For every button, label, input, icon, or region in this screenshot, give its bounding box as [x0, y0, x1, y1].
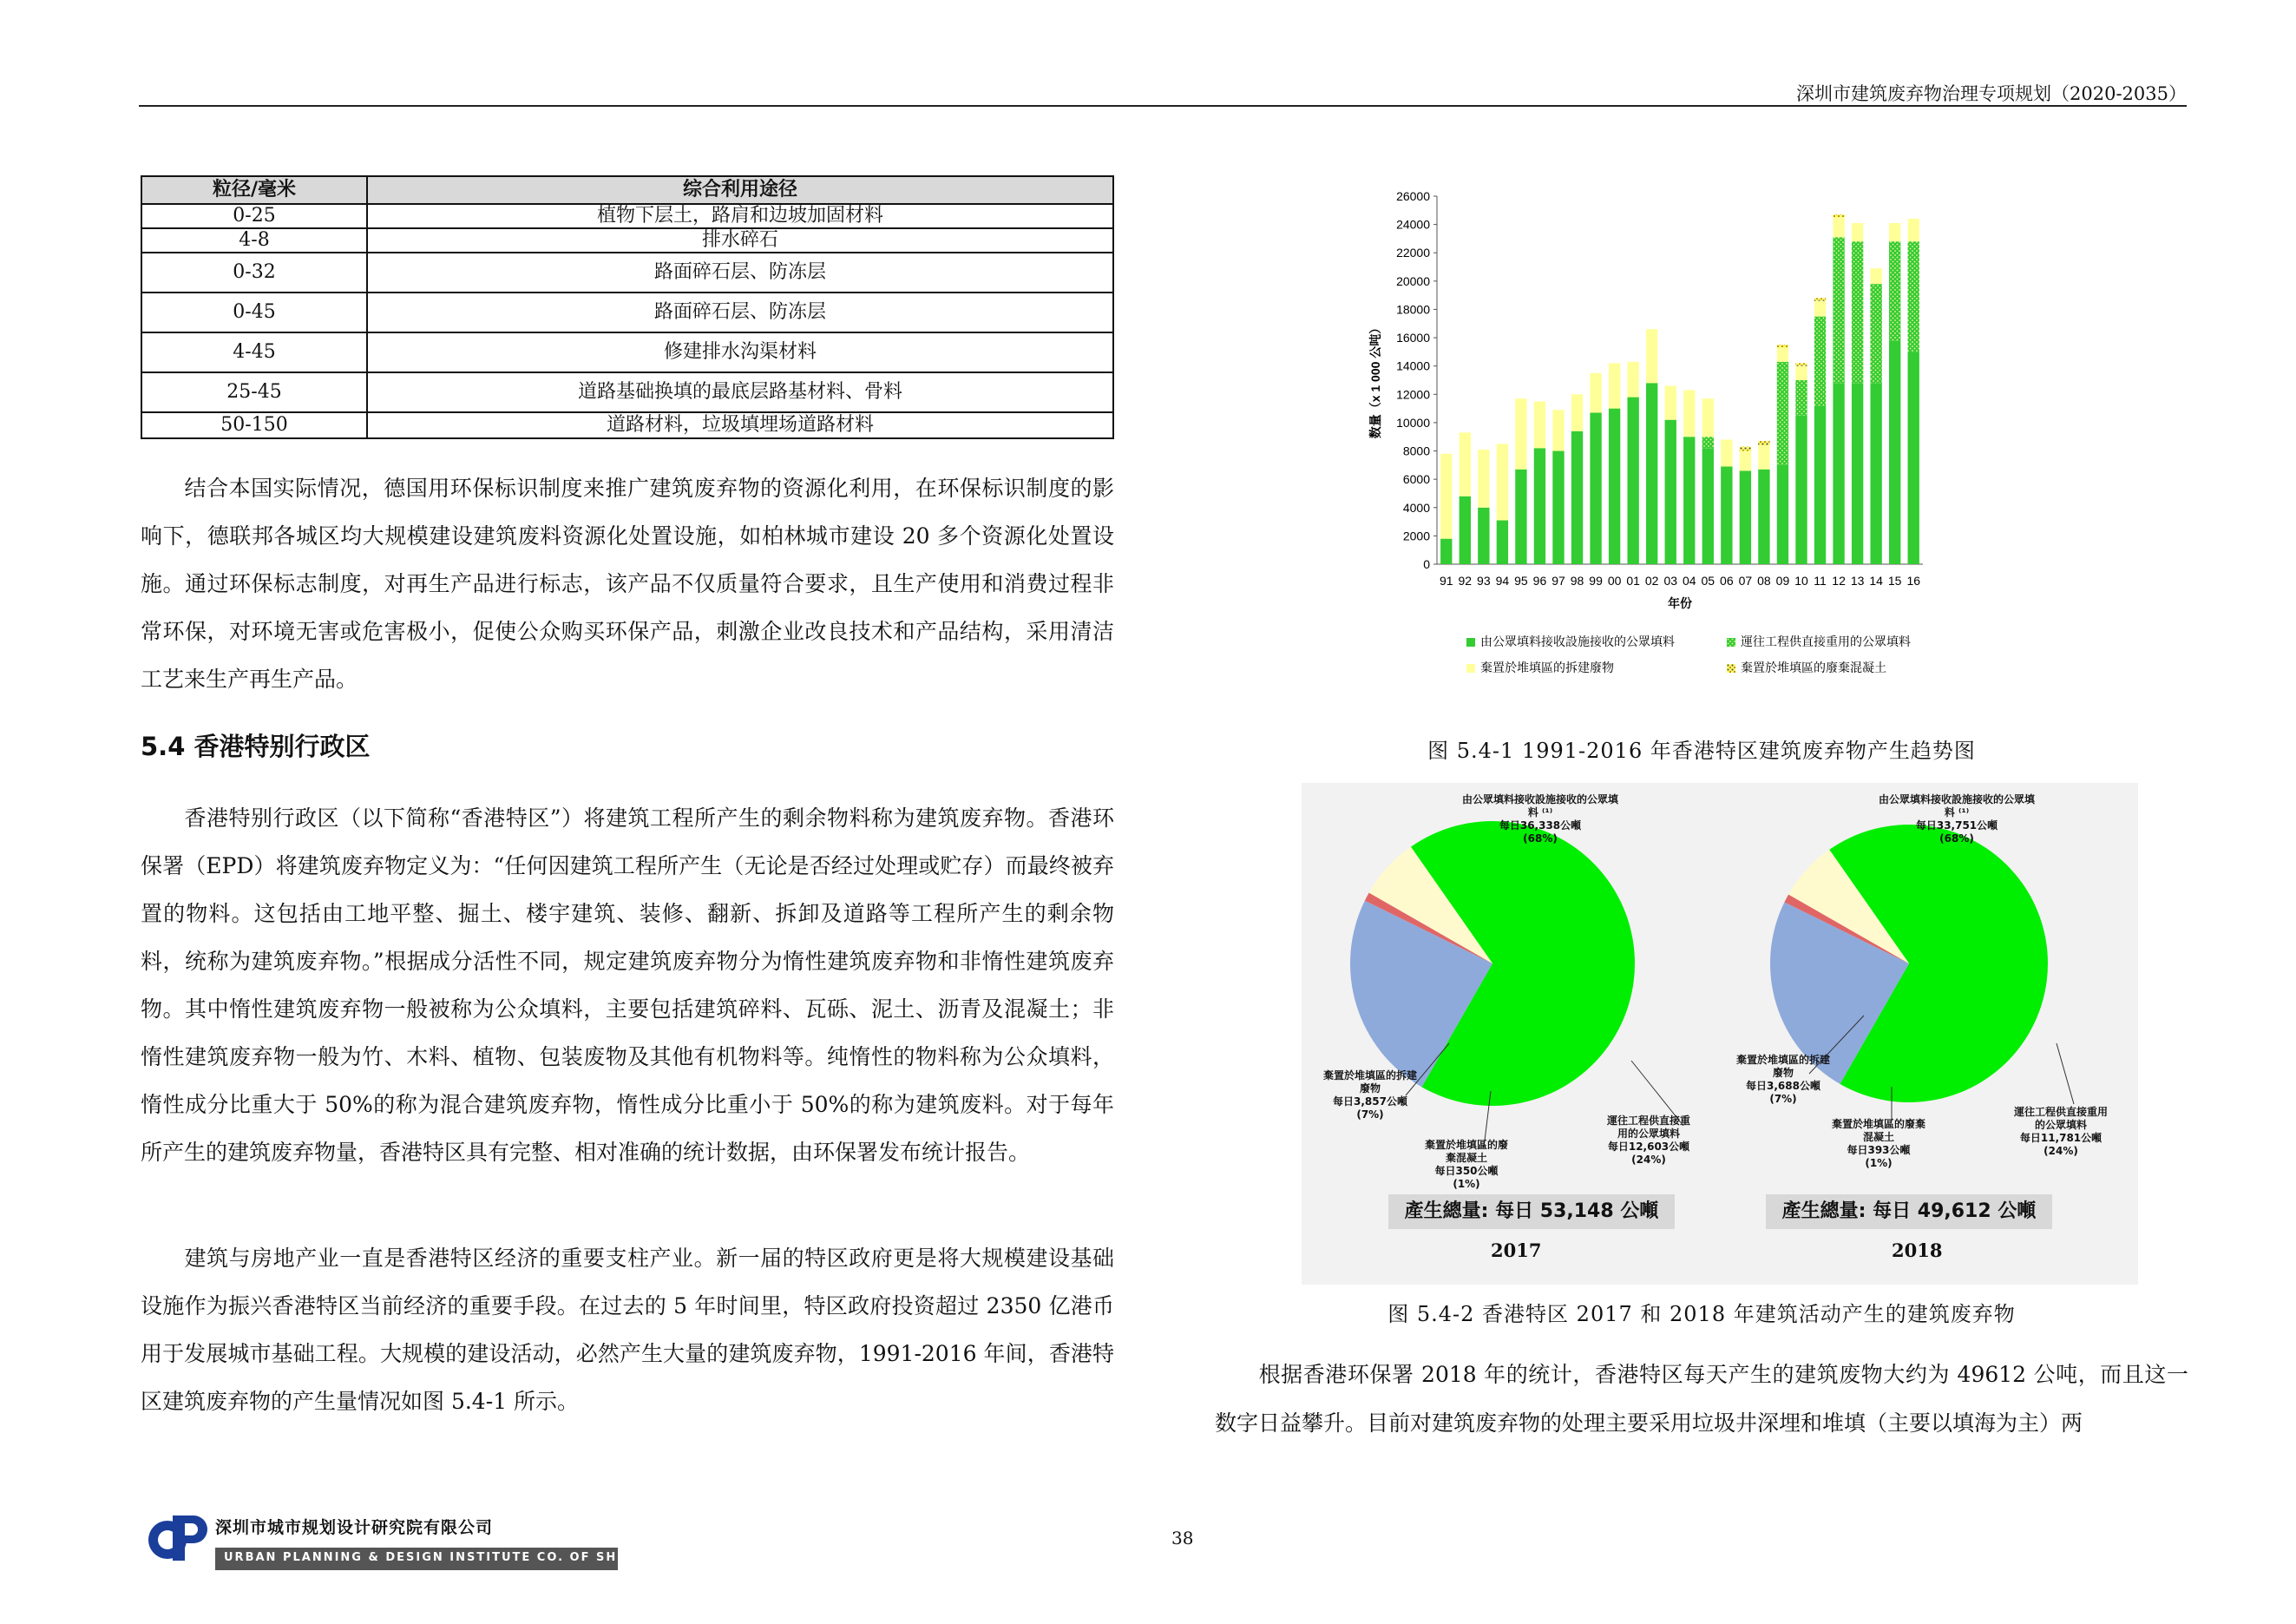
- bar-segment: [1552, 410, 1564, 450]
- x-tick-label: 92: [1458, 574, 1473, 588]
- x-tick-label: 96: [1532, 574, 1547, 588]
- bar-segment: [1646, 383, 1657, 564]
- table-cell: 路面碎石层、防冻层: [367, 253, 1113, 293]
- legend-entry: 運往工程供直接重用的公眾填料: [1741, 634, 1911, 648]
- bar-segment: [1889, 223, 1900, 241]
- bar-segment: [1683, 437, 1695, 564]
- bar-segment: [1665, 386, 1676, 420]
- table-cell: 50-150: [141, 412, 367, 438]
- y-tick-label: 18000: [1396, 302, 1430, 317]
- pie2017-total: 產生總量: 每日 53,148 公噸: [1388, 1194, 1675, 1229]
- slice-pct: (68%): [1939, 832, 1974, 845]
- slice-label: 棄置於堆填區的拆建廢物: [1735, 1054, 1830, 1079]
- page-number: 38: [1171, 1528, 1194, 1548]
- bar-segment: [1852, 383, 1863, 564]
- paragraph-text: 结合本国实际情况，德国用环保标识制度来推广建筑废弃物的资源化利用，在环保标识制度的影响下，德联邦各城区均大规模建设建筑废料资源化处置设施，如柏林城市建设 20 多个资源化处置设施。通过环保标志制度，对再生产品进行标志，该产品不仅质量符合要求，且生产使用和消费过程非常环保，对环境无害或危害极小，促使公众购买环保产品，刺激企业改良技术和产品结构，采用清洁工艺来生产再生产品。: [141, 476, 1114, 692]
- slice-pct: (1%): [1453, 1178, 1480, 1190]
- bar-segment: [1646, 329, 1657, 383]
- bar-segment: [1852, 241, 1863, 383]
- bar-segment: [1870, 383, 1881, 564]
- table-cell: 4-45: [141, 332, 367, 372]
- pie2017-label-reuse: [1605, 1114, 1692, 1167]
- bar-segment: [1814, 301, 1826, 317]
- header-title: 深圳市建筑废弃物治理专项规划（2020-2035）: [1796, 83, 2187, 104]
- slice-amount: 每日33,751公噸: [1915, 819, 1998, 832]
- slice-amount: 每日36,338公噸: [1499, 819, 1582, 832]
- table-cell: 路面碎石层、防冻层: [367, 293, 1113, 332]
- y-tick-label: 12000: [1396, 387, 1430, 402]
- x-tick-label: 10: [1794, 574, 1808, 588]
- table-cell: 0-45: [141, 293, 367, 332]
- bar-segment: [1497, 520, 1508, 564]
- figure-caption-2: 图 5.4-2 香港特区 2017 和 2018 年建筑活动产生的建筑废弃物: [1387, 1302, 2016, 1326]
- bar-segment: [1440, 454, 1452, 539]
- bar-segment: [1740, 447, 1751, 451]
- bar-segment: [1908, 241, 1919, 352]
- slice-amount: 每日11,781公噸: [2019, 1132, 2102, 1144]
- x-tick-label: 13: [1850, 574, 1865, 588]
- pie2018-year: 2018: [1892, 1239, 1943, 1261]
- bar-segment: [1908, 352, 1919, 564]
- slice-amount: 每日12,603公噸: [1607, 1141, 1690, 1153]
- bar-segment: [1777, 345, 1788, 347]
- bar-segment: [1852, 223, 1863, 241]
- x-tick-label: 95: [1514, 574, 1528, 588]
- bar-segment: [1833, 383, 1844, 564]
- paragraph-text: 建筑与房地产业一直是香港特区经济的重要支柱产业。新一届的特区政府更是将大规模建设基础设施作为振兴香港特区当前经济的重要手段。在过去的 5 年时间里，特区政府投资超过 2350 亿港币用于发展城市基础工程。大规模的建设活动，必然产生大量的建筑废弃物，1991-2016 年间，香港特区建筑废弃物的产生量情况如图 5.4-1 所示。: [141, 1246, 1114, 1414]
- pie2018-total: 產生總量: 每日 49,612 公噸: [1766, 1194, 2052, 1229]
- bar-segment: [1777, 362, 1788, 465]
- slice-amount: 每日350公噸: [1434, 1165, 1499, 1177]
- bar-segment: [1721, 466, 1732, 564]
- bar-segment: [1478, 508, 1489, 564]
- bar-segment: [1683, 390, 1695, 437]
- table-cell: 0-25: [141, 204, 367, 228]
- bar-segment: [1590, 373, 1601, 413]
- y-axis-label: 数量（x 1 000 公吨）: [1368, 321, 1382, 439]
- bar-segment: [1795, 380, 1807, 416]
- x-tick-label: 91: [1439, 574, 1453, 588]
- slice-label: 運往工程供直接重用的公眾填料: [2013, 1106, 2108, 1131]
- bar-segment: [1534, 448, 1545, 564]
- bar-segment: [1515, 470, 1526, 564]
- x-tick-label: 99: [1589, 574, 1603, 588]
- bar-segment: [1440, 539, 1452, 564]
- x-tick-label: 06: [1720, 574, 1734, 588]
- y-tick-label: 6000: [1402, 472, 1430, 487]
- bar-segment: [1908, 219, 1919, 241]
- bar-chart-trend: [1354, 182, 2013, 694]
- bar-segment: [1571, 394, 1583, 431]
- table-cell: 道路基础换填的最底层路基材料、骨料: [367, 372, 1113, 412]
- bar-segment: [1609, 363, 1620, 408]
- x-tick-label: 07: [1738, 574, 1753, 588]
- bar-segment: [1870, 284, 1881, 383]
- paragraph-hk-statistics: [1215, 1351, 2188, 1448]
- legend-swatch: [1727, 664, 1735, 673]
- x-tick-label: 14: [1869, 574, 1883, 588]
- slice-pct: (24%): [2043, 1145, 2078, 1157]
- y-tick-label: 14000: [1396, 358, 1430, 373]
- header-rule: [139, 105, 2187, 107]
- slice-pct: (7%): [1356, 1108, 1384, 1121]
- table-cell: 修建排水沟渠材料: [367, 332, 1113, 372]
- bar-segment: [1702, 437, 1714, 448]
- table-cell: 排水碎石: [367, 228, 1113, 253]
- y-tick-label: 22000: [1396, 246, 1430, 260]
- y-tick-label: 24000: [1396, 217, 1430, 232]
- legend-entry: 棄置於堆填區的拆建廢物: [1480, 661, 1614, 674]
- x-tick-label: 11: [1814, 574, 1827, 588]
- bar-segment: [1702, 398, 1714, 437]
- bar-segment: [1552, 451, 1564, 564]
- table-row: [141, 332, 1113, 372]
- x-tick-label: 04: [1682, 574, 1696, 588]
- x-tick-label: 08: [1757, 574, 1771, 588]
- paragraph-text: 根据香港环保署 2018 年的统计，香港特区每天产生的建筑废物大约为 49612 公吨，而且这一数字日益攀升。目前对建筑废弃物的处理主要采用垃圾井深埋和堆填（主要以填海为主）两: [1215, 1362, 2188, 1436]
- y-tick-label: 2000: [1402, 529, 1430, 543]
- y-tick-label: 20000: [1396, 273, 1430, 288]
- x-tick-label: 93: [1477, 574, 1491, 588]
- pie2018-label-reuse: [2013, 1106, 2109, 1158]
- bar-segment: [1627, 398, 1638, 564]
- pie2017-label-landfill: [1322, 1069, 1418, 1121]
- bar-segment: [1590, 413, 1601, 564]
- footer-org-name: 深圳市城市规划设计研究院有限公司: [215, 1518, 494, 1537]
- bar-segment: [1758, 470, 1769, 564]
- y-tick-label: 10000: [1396, 415, 1430, 430]
- bar-segment: [1777, 347, 1788, 361]
- y-tick-label: 16000: [1396, 331, 1430, 345]
- y-tick-label: 8000: [1402, 444, 1430, 458]
- slice-pct: (7%): [1769, 1093, 1797, 1105]
- table-row: [141, 253, 1113, 293]
- bar-segment: [1889, 241, 1900, 340]
- slice-pct: (1%): [1865, 1157, 1893, 1169]
- bar-segment: [1758, 445, 1769, 470]
- x-tick-label: 16: [1906, 574, 1921, 588]
- table-cell: 0-32: [141, 253, 367, 293]
- footer-org-english: URBAN PLANNING & DESIGN INSTITUTE CO. OF SHENZHEN: [224, 1551, 680, 1564]
- figure-caption-1: 图 5.4-1 1991-2016 年香港特区建筑废弃物产生趋势图: [1427, 739, 1976, 763]
- table-row: [141, 372, 1113, 412]
- slice-pct: (24%): [1631, 1154, 1666, 1166]
- bar-segment: [1665, 420, 1676, 564]
- x-tick-label: 01: [1626, 574, 1640, 588]
- pie2018-label-fill: [1874, 793, 2039, 845]
- table-cell: 4-8: [141, 228, 367, 253]
- x-tick-label: 05: [1701, 574, 1715, 588]
- bar-segment: [1740, 470, 1751, 564]
- paragraph-hk-definition: [141, 794, 1114, 1176]
- x-tick-label: 12: [1832, 574, 1846, 588]
- bar-segment: [1795, 416, 1807, 564]
- y-tick-label: 4000: [1402, 500, 1430, 515]
- bar-segment: [1833, 237, 1844, 383]
- slice-amount: 每日3,857公噸: [1333, 1095, 1407, 1108]
- x-tick-label: 03: [1663, 574, 1678, 588]
- section-title: 5.4 香港特别行政区: [141, 732, 371, 761]
- paragraph-hk-construction: [141, 1234, 1114, 1425]
- bar-segment: [1460, 496, 1471, 564]
- company-logo-icon: [143, 1509, 213, 1568]
- y-tick-label: 0: [1423, 557, 1430, 571]
- bar-segment: [1814, 405, 1826, 564]
- slice-label: 由公眾填料接收設施接收的公眾填料 ⁽¹⁾: [1878, 793, 2035, 819]
- paragraph-text: 香港特别行政区（以下简称“香港特区”）将建筑工程所产生的剩余物料称为建筑废弃物。香港环保署（EPD）将建筑废弃物定义为：“任何因建筑工程所产生（无论是否经过处理或贮存）而最终被弃置的物料。这包括由工地平整、掘土、楼宇建筑、装修、翻新、拆卸及道路等工程所产生的剩余物料，统称为建筑废弃物。”根据成分活性不同，规定建筑废弃物分为惰性建筑废弃物和非惰性建筑废弃物。其中惰性建筑废弃物一般被称为公众填料，主要包括建筑碎料、瓦砾、泥土、沥青及混凝土；非惰性建筑废弃物一般为竹、木料、植物、包装废物及其他有机物料等。纯惰性的物料称为公众填料，惰性成分比重大于 50%的称为混合建筑废弃物，惰性成分比重小于 50%的称为建筑废料。对于每年所产生的建筑废弃物量，香港特区具有完整、相对准确的统计数据，由环保署发布统计报告。: [141, 805, 1114, 1165]
- slice-label: 由公眾填料接收設施接收的公眾填料 ⁽¹⁾: [1461, 793, 1618, 819]
- x-tick-label: 94: [1495, 574, 1510, 588]
- bar-segment: [1534, 401, 1545, 448]
- bar-segment: [1814, 298, 1826, 300]
- x-tick-label: 00: [1607, 574, 1622, 588]
- bar-segment: [1833, 217, 1844, 237]
- bar-segment: [1833, 214, 1844, 217]
- bar-segment: [1702, 448, 1714, 564]
- x-tick-label: 98: [1570, 574, 1584, 588]
- bar-segment: [1889, 340, 1900, 564]
- bar-segment: [1627, 362, 1638, 398]
- table-row: [141, 293, 1113, 332]
- pie-chart-panel: [1302, 783, 2138, 1285]
- bar-segment: [1777, 465, 1788, 564]
- bar-segment: [1609, 409, 1620, 564]
- slice-amount: 每日393公噸: [1847, 1144, 1911, 1156]
- x-axis-label: 年份: [1668, 596, 1692, 610]
- pie2017-label-concrete: [1423, 1139, 1510, 1191]
- slice-amount: 每日3,688公噸: [1746, 1080, 1820, 1092]
- pie2017-label-fill: [1458, 793, 1623, 845]
- bar-segment: [1795, 366, 1807, 380]
- table-header-size: 粒径/毫米: [141, 176, 367, 204]
- legend-swatch: [1466, 664, 1475, 673]
- slice-label: 棄置於堆填區的廢棄混凝土: [1831, 1118, 1925, 1143]
- slice-label: 棄置於堆填區的拆建廢物: [1322, 1069, 1417, 1095]
- bar-segment: [1795, 363, 1807, 365]
- x-tick-label: 02: [1644, 574, 1659, 588]
- y-tick-label: 26000: [1396, 189, 1430, 203]
- pie2017-year: 2017: [1491, 1239, 1542, 1261]
- slice-label: 運往工程供直接重用的公眾填料: [1606, 1114, 1690, 1140]
- table-header-use: 综合利用途径: [367, 176, 1113, 204]
- bar-segment: [1721, 439, 1732, 466]
- paragraph-germany: [141, 464, 1114, 703]
- slice-pct: (68%): [1523, 832, 1558, 845]
- bar-segment: [1740, 451, 1751, 471]
- bar-segment: [1571, 431, 1583, 564]
- x-tick-label: 97: [1551, 574, 1565, 588]
- bar-segment: [1497, 444, 1508, 520]
- bar-segment: [1814, 317, 1826, 406]
- bar-segment: [1478, 450, 1489, 508]
- table-row: [141, 228, 1113, 253]
- pie2018-label-landfill: [1735, 1054, 1831, 1106]
- bar-segment: [1515, 398, 1526, 470]
- pie2018-label-concrete: [1831, 1118, 1926, 1170]
- table-cell: 植物下层土，路肩和边坡加固材料: [367, 204, 1113, 228]
- x-tick-label: 15: [1887, 574, 1902, 588]
- bar-segment: [1460, 432, 1471, 496]
- table-row: [141, 412, 1113, 438]
- legend-swatch: [1727, 638, 1735, 647]
- particle-size-table: [141, 175, 1114, 439]
- table-cell: 25-45: [141, 372, 367, 412]
- legend-entry: 棄置於堆填區的廢棄混凝土: [1741, 661, 1886, 674]
- bar-segment: [1870, 268, 1881, 284]
- legend-swatch: [1466, 638, 1475, 647]
- table-row: [141, 204, 1113, 228]
- table-cell: 道路材料，垃圾填埋场道路材料: [367, 412, 1113, 438]
- slice-label: 棄置於堆填區的廢棄混凝土: [1424, 1139, 1508, 1164]
- x-tick-label: 09: [1775, 574, 1790, 588]
- legend-entry: 由公眾填料接收設施接收的公眾填料: [1480, 634, 1675, 648]
- bar-segment: [1758, 441, 1769, 445]
